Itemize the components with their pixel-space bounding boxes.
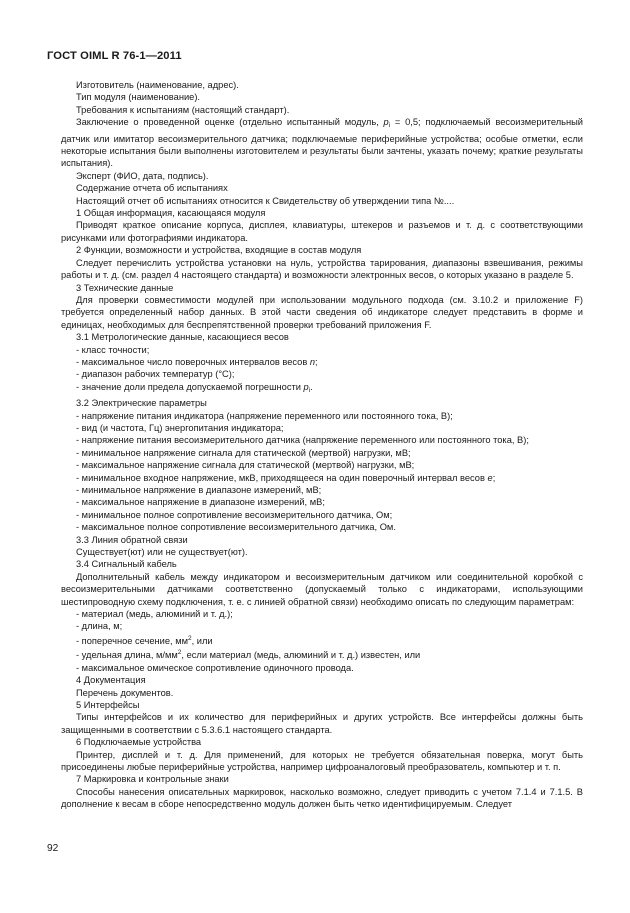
paragraph: Содержание отчета об испытаниях bbox=[76, 183, 228, 194]
paragraph: - минимальное входное напряжение, мкВ, приходящееся на один поверочный интервал весов e; bbox=[76, 472, 496, 483]
paragraph: Эксперт (ФИО, дата, подпись). bbox=[76, 170, 209, 181]
paragraph: Изготовитель (наименование, адрес). bbox=[76, 80, 239, 90]
paragraph: - минимальное полное сопротивление весоизмерительного датчика, Ом; bbox=[76, 509, 393, 520]
paragraph: 4 Документация bbox=[76, 675, 146, 686]
paragraph: - максимальное напряжение сигнала для статической (мертвой) нагрузки, мВ; bbox=[76, 460, 415, 471]
paragraph: 6 Подключаемые устройства bbox=[76, 737, 202, 748]
paragraph: 3.2 Электрические параметры bbox=[76, 398, 207, 409]
paragraph: Настоящий отчет об испытаниях относится к Свидетельству об утверждении типа №.... bbox=[76, 195, 455, 206]
document-body bbox=[61, 79, 583, 811]
paragraph: Дополнительный кабель между индикатором и весоизмерительным датчиком или соединительной коробкой с весоизмерительными датчиками соответственно (допускаемый только с индикаторами, использующими шестипроводную схему подключения, т. е. с линией обратной связи) необходимо описать по следующим параметрам: bbox=[61, 571, 583, 607]
paragraph: 7 Маркировка и контрольные знаки bbox=[76, 774, 229, 785]
paragraph: - поперечное сечение, $мм^2$, или bbox=[76, 634, 213, 646]
paragraph: Следует перечислить устройства установки на нуль, устройства тарирования, диапазоны взвешивания, режимы работы и т. д. (см. раздел 4 настоящего стандарта) и возможности электронных весов, о которых указано в разделе 5. bbox=[61, 257, 583, 281]
paragraph: - минимальное напряжение в диапазоне измерений, мВ; bbox=[76, 485, 322, 495]
paragraph: 3.1 Метрологические данные, касающиеся весов bbox=[76, 332, 289, 343]
paragraph: - максимальное полное сопротивление весоизмерительного датчика, Ом. bbox=[76, 522, 396, 533]
paragraph: - минимальное напряжение сигнала для статической (мертвой) нагрузки, мВ; bbox=[76, 447, 411, 458]
page-header: ГОСТ OIML R 76-1—2011 bbox=[47, 50, 182, 62]
paragraph: Тип модуля (наименование). bbox=[76, 92, 200, 103]
paragraph: Требования к испытаниям (настоящий стандарт). bbox=[76, 104, 290, 115]
paragraph: - максимальное омическое сопротивление одиночного провода. bbox=[76, 662, 354, 673]
paragraph: - максимальное напряжение в диапазоне измерений, мВ; bbox=[76, 497, 325, 508]
paragraph: - удельная длина, $м/мм^2$, если материал (медь, алюминий и т. д.) известен, или bbox=[76, 649, 421, 661]
paragraph: 3 Технические данные bbox=[76, 282, 174, 293]
paragraph: Типы интерфейсов и их количество для периферийных и других устройств. Все интерфейсы должны быть защищенными в соответствии с 5.3.6.1 настоящего стандарта. bbox=[61, 712, 583, 735]
paragraph: Существует(ют) или не существует(ют). bbox=[76, 547, 248, 558]
paragraph: 2 Функции, возможности и устройства, входящие в состав модуля bbox=[76, 245, 362, 256]
paragraph: - напряжение питания весоизмерительного датчика (напряжение переменного или постоянного тока, В); bbox=[76, 435, 529, 446]
paragraph: 1 Общая информация, касающаяся модуля bbox=[76, 208, 266, 219]
paragraph: - материал (медь, алюминий и т. д.); bbox=[76, 609, 233, 620]
paragraph: Способы нанесения описательных маркировок, насколько возможно, следует приводить с учетом 7.1.4 и 7.1.5. В дополнение к весам в сборе непосредственно модуль должен быть четко идентифицируемым. Следует bbox=[61, 786, 583, 810]
page-number: 92 bbox=[47, 843, 59, 854]
paragraph: - длина, м; bbox=[76, 621, 123, 632]
paragraph: 5 Интерфейсы bbox=[76, 699, 140, 710]
paragraph: Заключение о проведенной оценке (отдельно испытанный модуль, $p_i = 0,5$; подключаемый весоизмерительный датчик или имитатор весоизмерительного датчика; подключаемые периферийные устройства; особые отметки, если некоторые испытания были выполнены изготовителем и результаты были зачтены, указать почему; краткие результаты испытания). bbox=[61, 117, 583, 169]
paragraph: - диапазон рабочих температур (°C); bbox=[76, 369, 235, 380]
paragraph: 3.4 Сигнальный кабель bbox=[76, 559, 177, 570]
paragraph: - напряжение питания индикатора (напряжение переменного или постоянного тока, В); bbox=[76, 410, 453, 421]
paragraph: - класс точности; bbox=[76, 344, 150, 355]
paragraph: - значение доли предела допускаемой погрешности $p_i$. bbox=[76, 381, 313, 394]
paragraph: Перечень документов. bbox=[76, 687, 174, 698]
paragraph: Для проверки совместимости модулей при использовании модульного подхода (см. 3.10.2 и приложение F) требуется определенный набор данных. В этой части сведения об индикаторе следует представить в форме и единицах, необходимых для беспрепятственной проверки требований приложения F. bbox=[61, 294, 583, 330]
paragraph: Принтер, дисплей и т. д. Для применений, для которых не требуется обязательная поверка, могут быть присоединены любые периферийные устройства, например цифроаналоговый преобразователь, компьютер и т. п. bbox=[61, 749, 583, 772]
paragraph: Приводят краткое описание корпуса, дисплея, клавиатуры, штекеров и разъемов и т. д. с соответствующими рисунками или фотографиями индикатора. bbox=[61, 220, 583, 243]
paragraph: - вид (и частота, Гц) энергопитания индикатора; bbox=[76, 422, 284, 433]
paragraph: 3.3 Линия обратной связи bbox=[76, 534, 188, 545]
paragraph: - максимальное число поверочных интервалов весов n; bbox=[76, 356, 318, 367]
